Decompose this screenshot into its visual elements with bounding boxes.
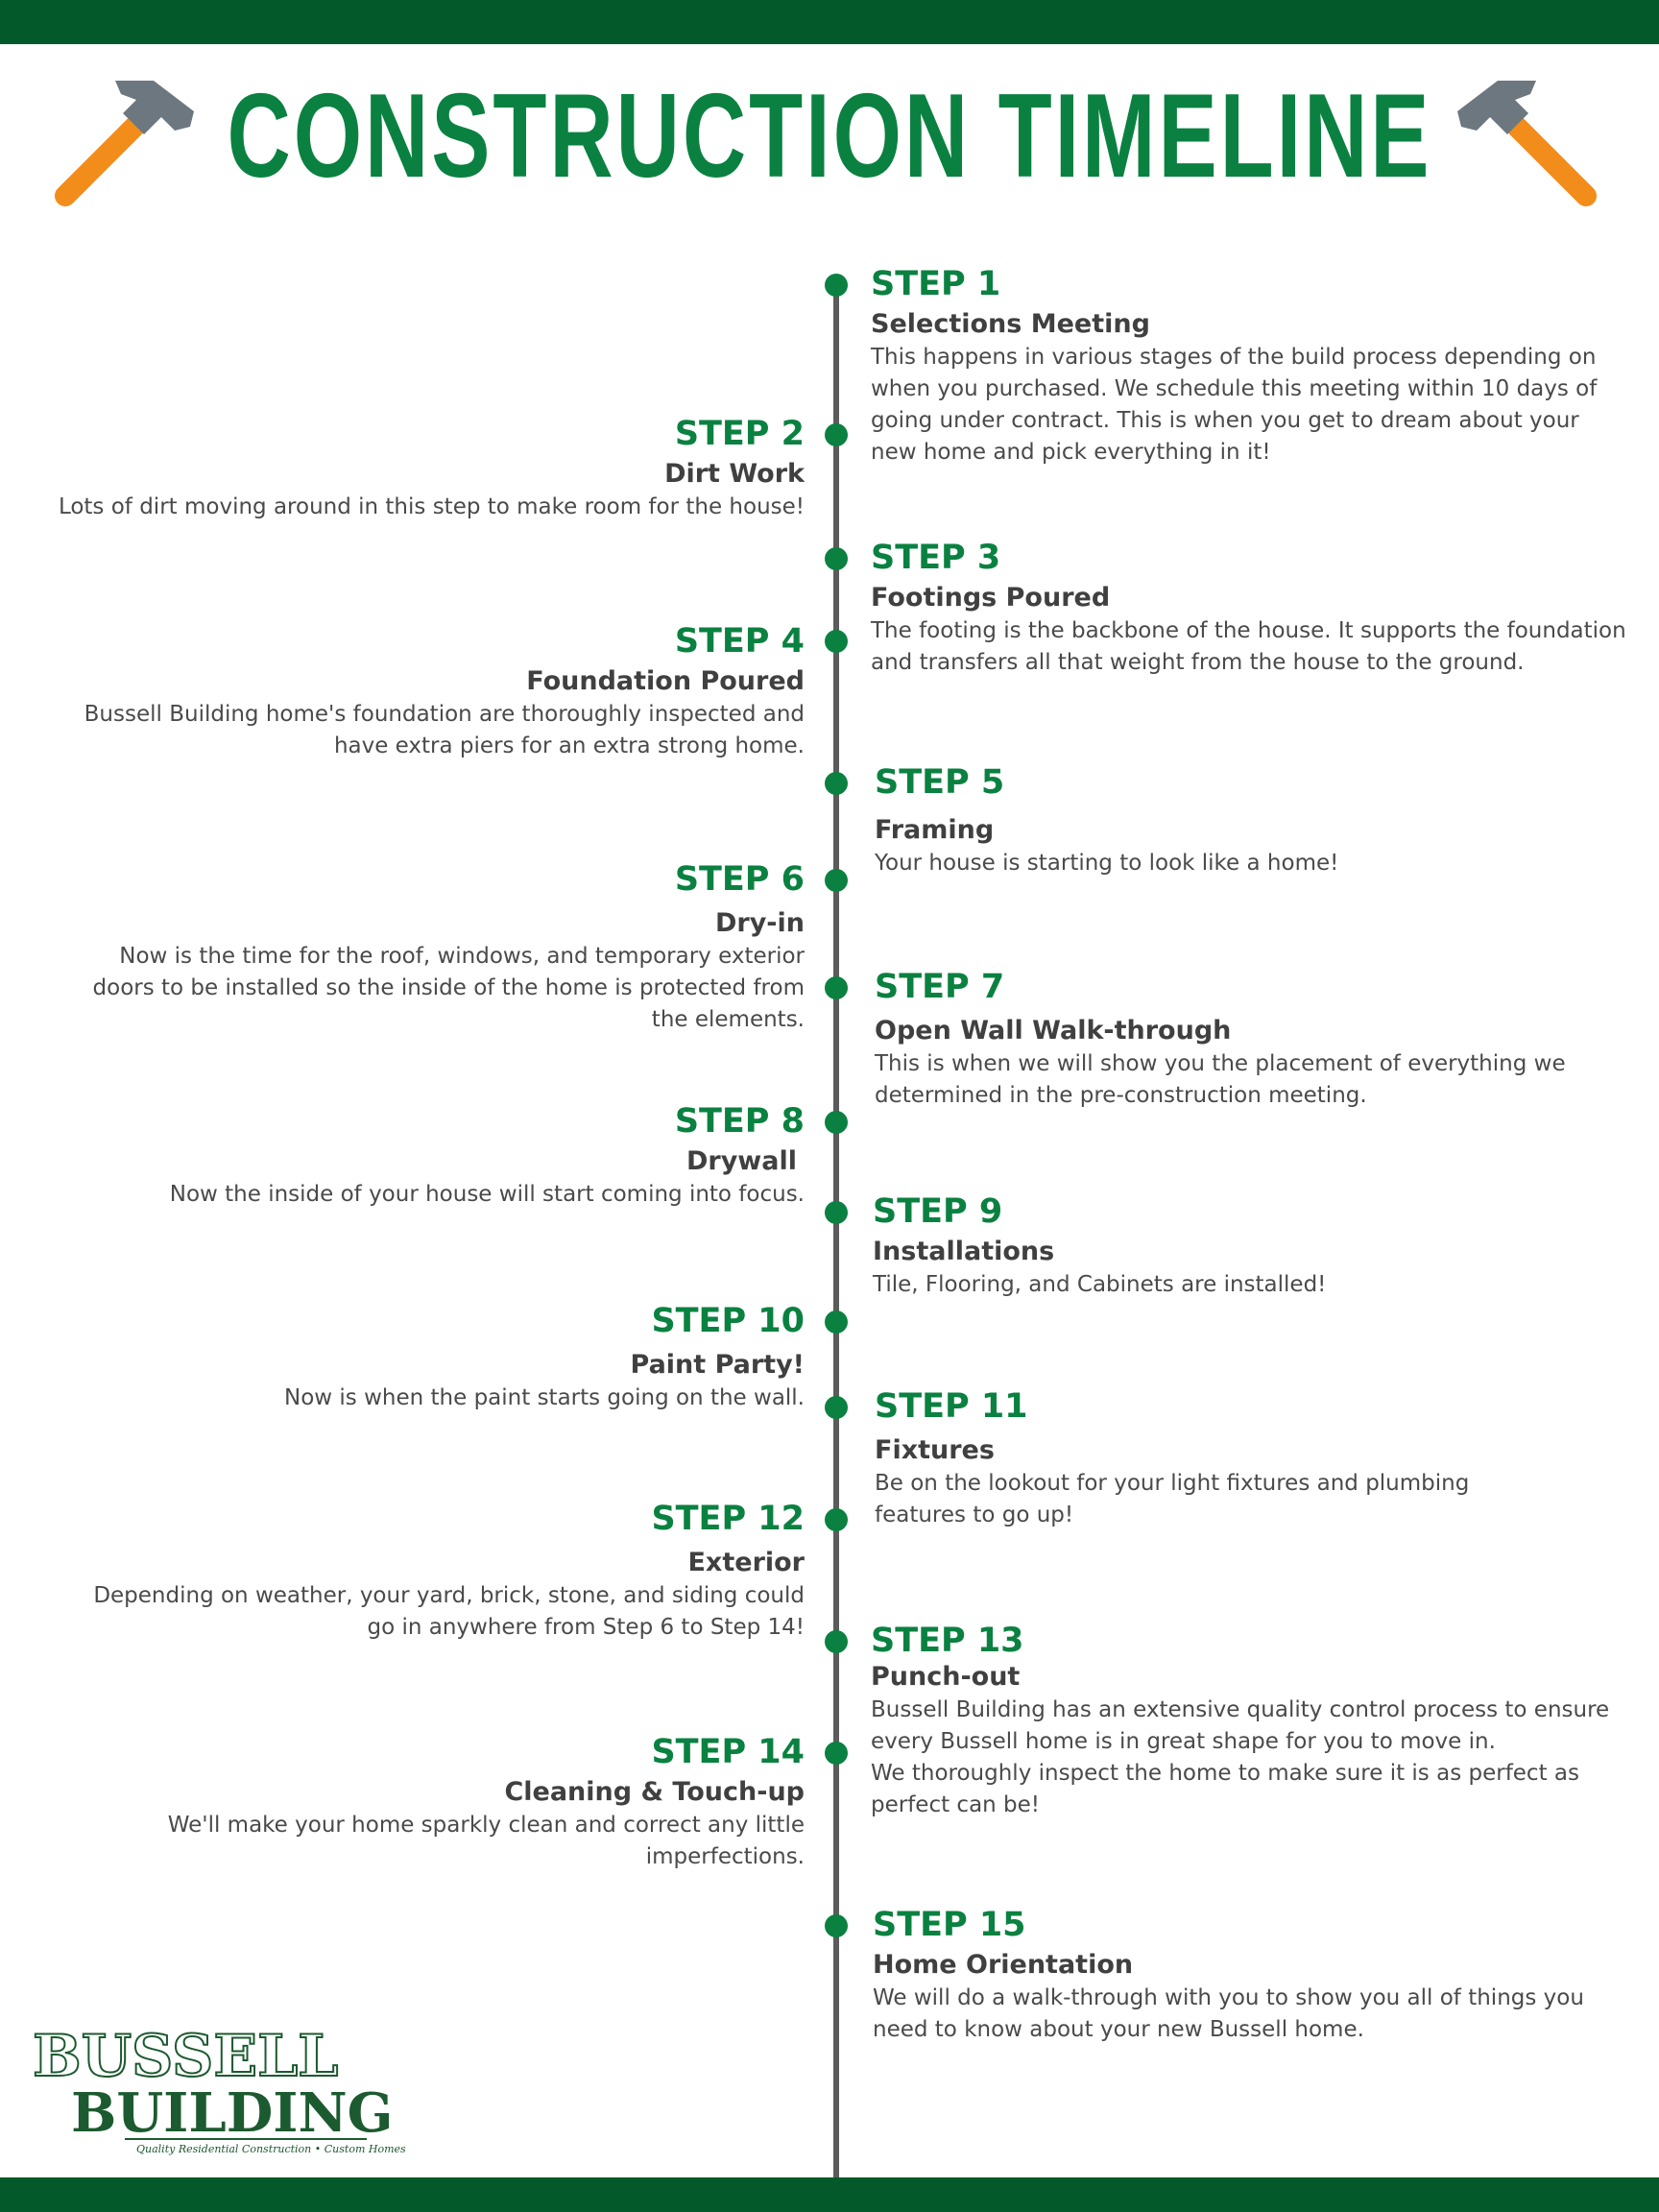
step-number: STEP 6	[674, 860, 805, 899]
step-number: STEP 1	[871, 265, 1001, 303]
timeline-dot	[825, 1396, 848, 1419]
step-title: Installations	[873, 1237, 1055, 1266]
step-title: Home Orientation	[873, 1950, 1134, 1980]
step-number: STEP 4	[674, 622, 805, 661]
timeline-dot	[825, 423, 848, 446]
timeline-dot	[825, 1914, 848, 1937]
step-title: Fixtures	[875, 1435, 995, 1465]
timeline-dot	[825, 869, 848, 892]
step-number: STEP 5	[875, 763, 1005, 802]
step-number: STEP 13	[871, 1622, 1024, 1660]
logo-line2: BUILDING	[71, 2081, 394, 2145]
step-title: Cleaning & Touch-up	[504, 1777, 805, 1807]
step-title: Selections Meeting	[871, 309, 1150, 339]
step-title: Foundation Poured	[526, 666, 805, 696]
step-title: Exterior	[687, 1548, 805, 1577]
step-number: STEP 12	[651, 1500, 805, 1538]
step-number: STEP 9	[873, 1192, 1003, 1231]
timeline-step	[871, 1192, 1631, 1301]
timeline-step	[871, 1906, 1631, 2046]
timeline-step	[871, 265, 1629, 469]
logo-line1: BUSSELL	[33, 2023, 339, 2090]
timeline-dot	[825, 1742, 848, 1765]
step-number: STEP 10	[651, 1302, 805, 1340]
step-description: We'll make your home sparkly clean and correct any little imperfections.	[167, 1813, 805, 1869]
timeline-dot	[825, 630, 848, 653]
timeline-step	[36, 622, 805, 762]
step-title: Framing	[875, 815, 995, 845]
timeline-step	[871, 1387, 1633, 1531]
step-description: This happens in various stages of the build process depending on when you purchased. We schedule this meeting within 10 days of going under contract. This is when you get to dream about your new home and pick everything in it!	[871, 345, 1598, 465]
timeline-step	[36, 1302, 805, 1414]
step-title: Footings Poured	[871, 583, 1111, 613]
hammer-icon	[1450, 63, 1603, 217]
step-title: Drywall	[685, 1146, 797, 1176]
company-logo	[29, 2016, 406, 2160]
step-title: Dirt Work	[664, 459, 805, 489]
timeline-dot	[825, 1201, 848, 1224]
timeline-step	[871, 539, 1629, 679]
timeline-dot	[825, 772, 848, 795]
step-title: Paint Party!	[630, 1350, 805, 1380]
step-description: Your house is starting to look like a home!	[875, 851, 1339, 876]
timeline-step	[36, 1500, 805, 1644]
step-description: Now is when the paint starts going on the wall.	[284, 1385, 805, 1410]
step-number: STEP 14	[651, 1733, 805, 1771]
step-description: Be on the lookout for your light fixtures and plumbing features to go up!	[875, 1471, 1470, 1527]
step-description: This is when we will show you the placement of everything we determined in the pre-construction meeting.	[875, 1051, 1566, 1108]
timeline-dot	[825, 1508, 848, 1531]
step-description: Lots of dirt moving around in this step to make room for the house!	[58, 494, 805, 519]
timeline-step	[36, 860, 805, 1036]
timeline-dot	[825, 1310, 848, 1334]
timeline-dot	[825, 1111, 848, 1134]
logo-tagline: Quality Residential Construction • Custom Homes	[136, 2143, 406, 2155]
step-number: STEP 7	[875, 968, 1005, 1006]
step-title: Dry-in	[714, 908, 805, 938]
timeline-dot	[825, 547, 848, 570]
step-description: Bussell Building has an extensive quality control process to ensure every Bussell home is in great shape for you to move in. We thoroughly inspect the home to make sure it is as perfect as perfect can be!	[871, 1697, 1610, 1817]
step-number: STEP 3	[871, 539, 1001, 577]
timeline-step	[871, 968, 1633, 1112]
step-number: STEP 2	[674, 415, 805, 453]
step-description: Now the inside of your house will start coming into focus.	[169, 1182, 805, 1207]
bottom-band	[0, 2177, 1659, 2212]
step-description: Depending on weather, your yard, brick, stone, and siding could go in anywhere from Step 6 to Step 14!	[93, 1583, 805, 1640]
timeline-step	[36, 1733, 805, 1873]
step-number: STEP 8	[674, 1102, 805, 1141]
step-description: The footing is the backbone of the house. It supports the foundation and transfers all that weight from the house to the ground.	[871, 618, 1626, 675]
timeline-step	[36, 415, 805, 523]
timeline-step	[871, 1622, 1629, 1821]
timeline-dot	[825, 274, 848, 297]
step-description: Now is the time for the roof, windows, and temporary exterior doors to be installed so the inside of the home is protected from the elements.	[92, 944, 805, 1032]
step-title: Punch-out	[871, 1662, 1021, 1692]
top-band	[0, 0, 1659, 44]
timeline-dot	[825, 1630, 848, 1653]
timeline-dot	[825, 976, 848, 999]
step-number: STEP 11	[875, 1387, 1028, 1426]
page-title: CONSTRUCTION TIMELINE	[227, 70, 1432, 203]
step-number: STEP 15	[873, 1906, 1026, 1944]
timeline-step	[871, 763, 1633, 879]
step-title: Open Wall Walk-through	[875, 1016, 1232, 1046]
step-description: Tile, Flooring, and Cabinets are installed!	[873, 1272, 1327, 1297]
step-description: Bussell Building home's foundation are thoroughly inspected and have extra piers for an extra strong home.	[84, 702, 805, 758]
step-description: We will do a walk-through with you to show you all of things you need to know about your new Bussell home.	[873, 1985, 1584, 2042]
timeline-step	[36, 1102, 805, 1211]
